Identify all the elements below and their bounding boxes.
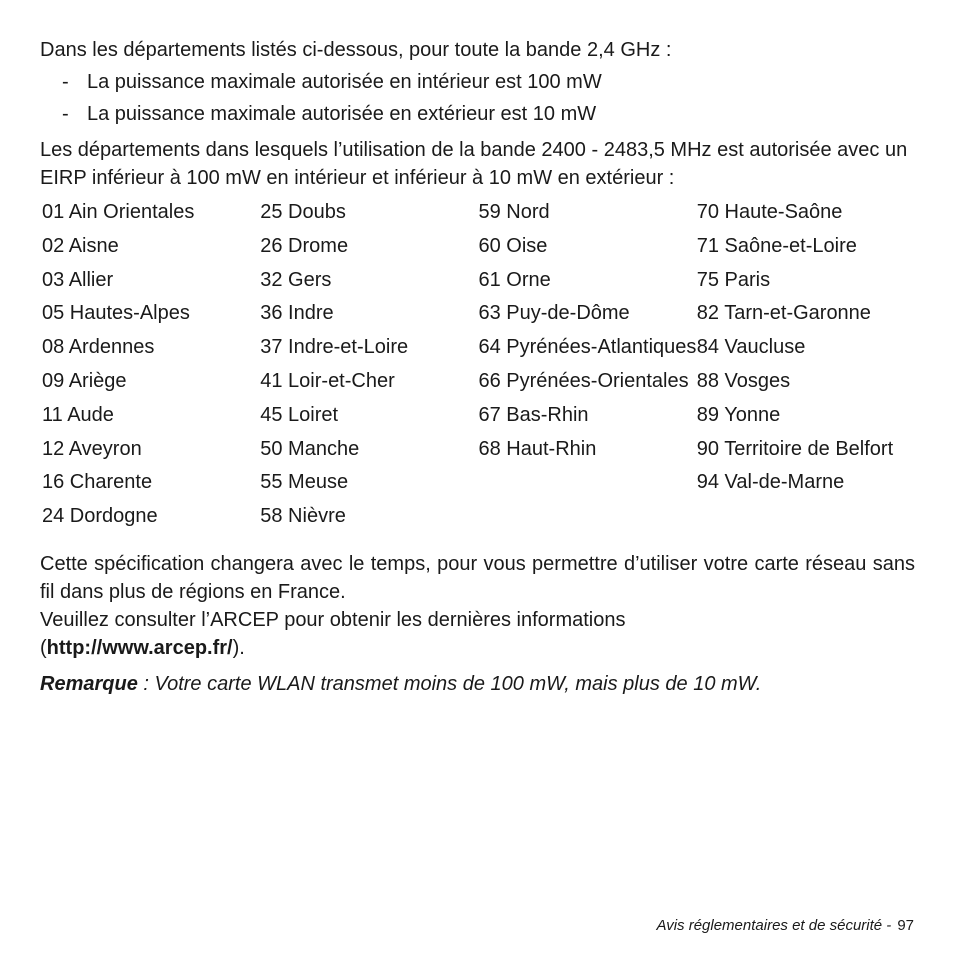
department-item: 26 Drome — [260, 234, 349, 257]
list-item-text: La puissance maximale autorisée en intérieur est 100 mW — [87, 71, 602, 93]
department-column — [260, 198, 478, 536]
department-column — [479, 198, 697, 536]
department-item: 02 Aisne — [42, 234, 119, 257]
department-item: 90 Territoire de Belfort — [696, 437, 894, 460]
departments-columns — [42, 198, 915, 536]
department-item: 60 Oise — [478, 234, 548, 257]
department-item: 11 Aude — [42, 403, 114, 426]
document-page — [40, 36, 915, 698]
arcep-text: Veuillez consulter l’ARCEP pour obtenir les dernières informations — [40, 608, 626, 631]
intro-paragraph: Dans les départements listés ci-dessous, pour toute la bande 2,4 GHz : — [40, 39, 672, 61]
department-item: 66 Pyrénées-Orientales — [478, 369, 689, 392]
department-item: 45 Loiret — [260, 403, 339, 426]
department-item: 41 Loir-et-Cher — [260, 369, 395, 392]
specification-paragraph: Cette spécification changera avec le temps, pour vous permettre d’utiliser votre carte réseau sans fil dans plus de régions en France. — [40, 552, 915, 603]
department-item: 64 Pyrénées-Atlantiques — [478, 336, 697, 359]
bullet-dash: - — [62, 71, 69, 93]
department-item: 16 Charente — [42, 471, 153, 494]
department-item: 25 Doubs — [260, 201, 346, 223]
page-number: 97 — [897, 917, 914, 934]
department-item: 09 Ariège — [42, 369, 127, 392]
bullet-dash: - — [62, 103, 69, 125]
department-item: 70 Haute-Saône — [696, 201, 843, 223]
department-item: 82 Tarn-et-Garonne — [696, 302, 871, 325]
department-item: 94 Val-de-Marne — [696, 471, 845, 494]
arcep-link[interactable]: http://www.arcep.fr/ — [46, 636, 233, 659]
list-item — [40, 68, 915, 100]
department-item: 37 Indre-et-Loire — [260, 336, 409, 359]
department-item: 61 Orne — [478, 268, 551, 291]
department-item: 59 Nord — [478, 201, 550, 223]
note-paragraph — [40, 670, 915, 698]
note-text: : Votre carte WLAN transmet moins de 100 mW, mais plus de 10 mW. — [137, 672, 762, 695]
note-label: Remarque — [40, 672, 138, 695]
footer-title: Avis réglementaires et de sécurité - — [656, 917, 892, 934]
department-item: 75 Paris — [696, 268, 771, 291]
department-item: 24 Dordogne — [42, 505, 158, 528]
department-item: 58 Nièvre — [260, 505, 346, 528]
paren-open: ( — [40, 636, 47, 659]
department-item: 50 Manche — [260, 437, 360, 460]
department-item: 08 Ardennes — [42, 336, 155, 359]
department-item: 12 Aveyron — [42, 437, 142, 460]
department-item: 67 Bas-Rhin — [478, 403, 589, 426]
department-column — [697, 198, 915, 536]
department-item: 36 Indre — [260, 302, 334, 325]
list-item — [40, 100, 915, 132]
department-item: 89 Yonne — [696, 403, 781, 426]
department-item: 01 Ain Orientales — [42, 201, 195, 223]
department-item: 05 Hautes-Alpes — [42, 302, 190, 325]
departments-intro-paragraph: Les départements dans lesquels l’utilisation de la bande 2400 - 2483,5 MHz est autorisée avec un EIRP inférieur à 100 mW en intérieur et inférieur à 10 mW en extérieur : — [40, 139, 908, 189]
list-item-text: La puissance maximale autorisée en extérieur est 10 mW — [87, 103, 597, 125]
department-item: 68 Haut-Rhin — [478, 437, 597, 460]
paren-close: ). — [232, 636, 245, 659]
department-item: 84 Vaucluse — [696, 336, 806, 359]
arcep-paragraph — [40, 606, 915, 662]
page-footer — [656, 916, 914, 936]
department-column — [42, 198, 260, 536]
department-item: 88 Vosges — [696, 369, 791, 392]
department-item: 71 Saône-et-Loire — [696, 234, 857, 257]
department-item: 63 Puy-de-Dôme — [478, 302, 630, 325]
power-limits-list — [40, 68, 915, 132]
department-item: 32 Gers — [260, 268, 332, 291]
department-item: 03 Allier — [42, 268, 114, 291]
department-item: 55 Meuse — [260, 471, 349, 494]
